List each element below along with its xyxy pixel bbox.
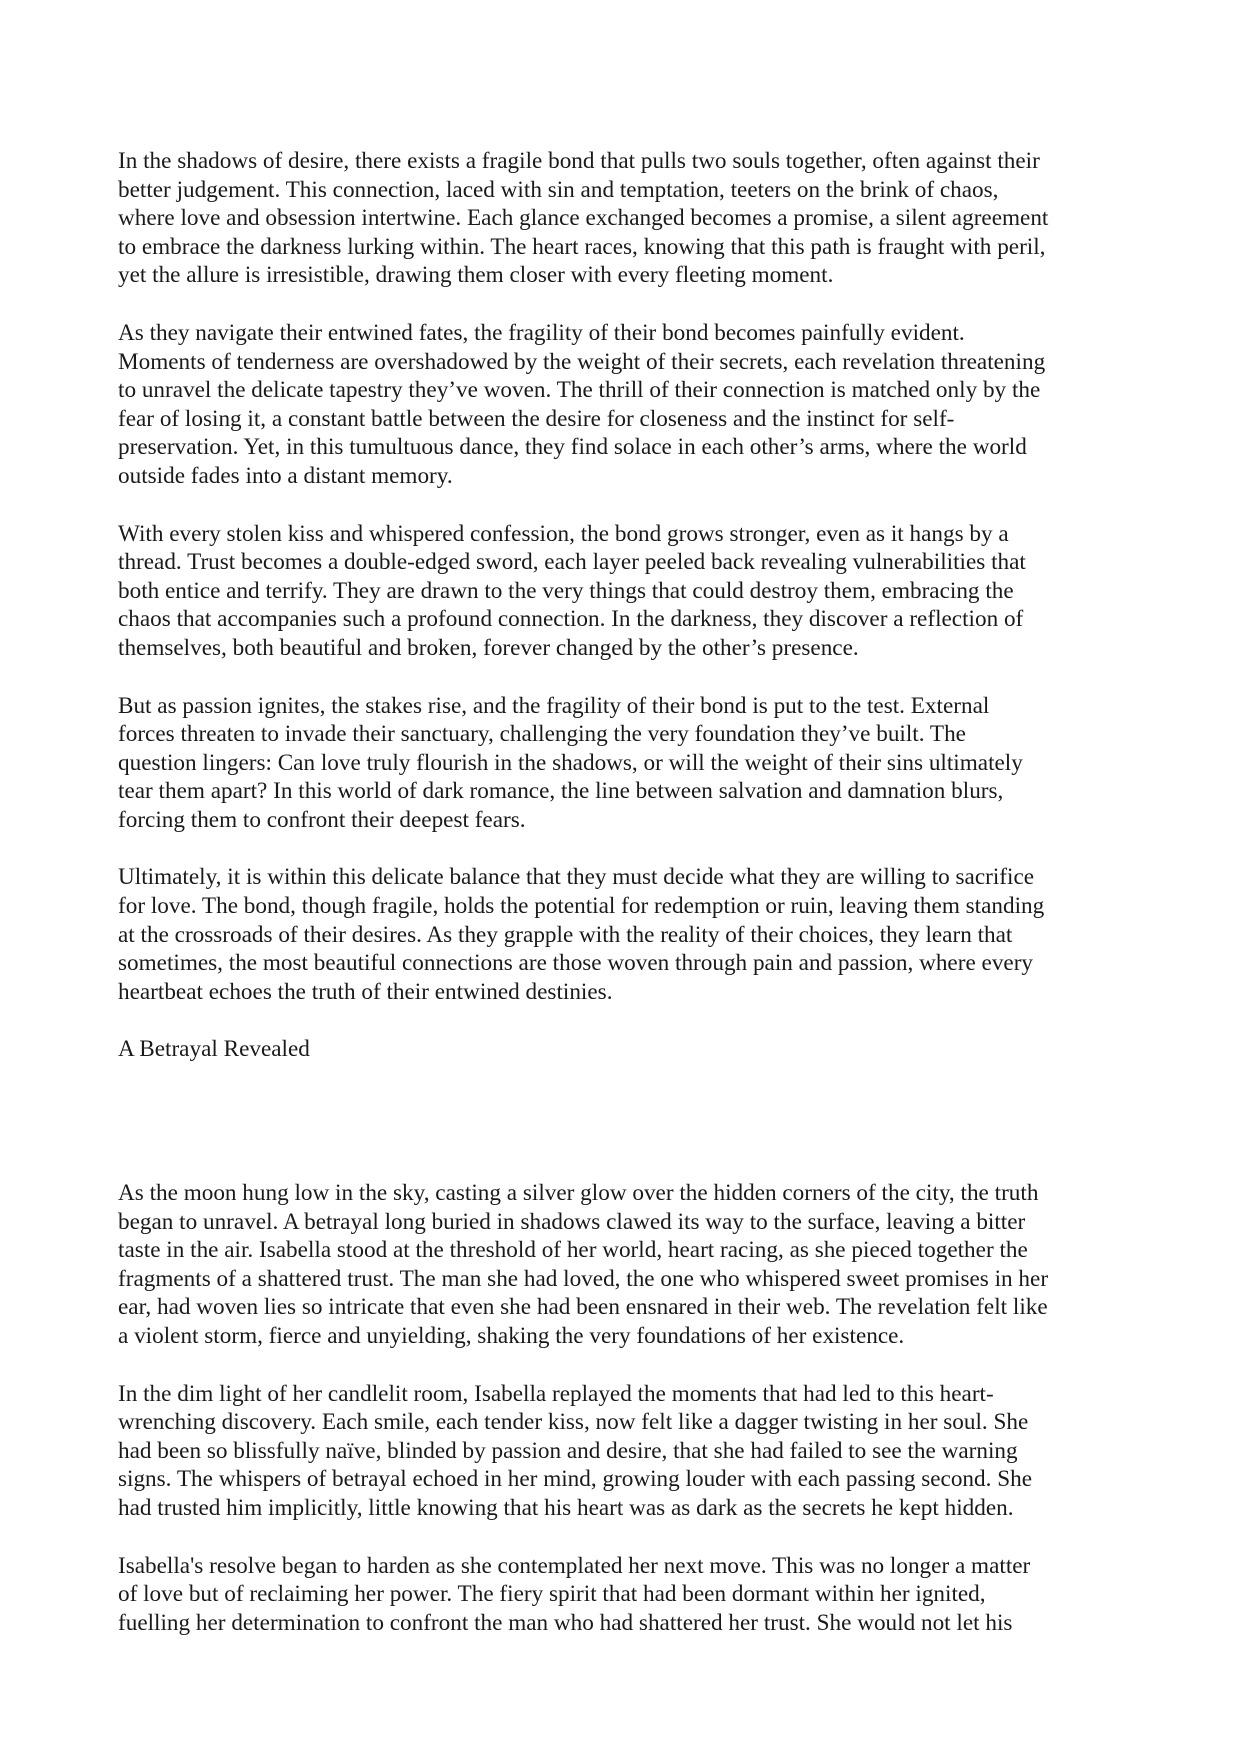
text-line: wrenching discovery. Each smile, each tender kiss, now felt like a dagger twisting in her soul. She <box>118 1409 1029 1436</box>
text-line: sometimes, the most beautiful connections are those woven through pain and passion, where every <box>118 950 1034 977</box>
paragraph <box>118 1380 1128 1523</box>
text-line: ear, had woven lies so intricate that even she had been ensnared in their web. The revelation felt like <box>118 1294 1048 1321</box>
text-line: In the dim light of her candlelit room, Isabella replayed the moments that had led to this heart- <box>118 1380 994 1407</box>
top-paragraphs <box>118 147 1128 1006</box>
text-line: thread. Trust becomes a double-edged sword, each layer peeled back revealing vulnerabilities that <box>118 549 1026 576</box>
text-line: where love and obsession intertwine. Each glance exchanged becomes a promise, a silent agreement <box>118 205 1049 232</box>
paragraph <box>118 319 1128 491</box>
text-line: fragments of a shattered trust. The man she had loved, the one who whispered sweet promises in her <box>118 1265 1049 1292</box>
text-line: themselves, both beautiful and broken, forever changed by the other’s presence. <box>118 634 859 661</box>
text-line: chaos that accompanies such a profound connection. In the darkness, they discover a reflection of <box>118 606 1024 633</box>
bottom-paragraphs <box>118 1179 1128 1637</box>
text-line: Moments of tenderness are overshadowed by the weight of their secrets, each revelation threatening <box>118 348 1046 375</box>
text-line: fear of losing it, a constant battle between the desire for closeness and the instinct for self- <box>118 405 955 432</box>
text-line: question lingers: Can love truly flourish in the shadows, or will the weight of their sins ultimately <box>118 749 1023 776</box>
paragraph <box>118 147 1128 290</box>
text-line: But as passion ignites, the stakes rise, and the fragility of their bond is put to the test. External <box>118 692 990 719</box>
text-line: better judgement. This connection, laced with sin and temptation, teeters on the brink of chaos, <box>118 176 999 203</box>
text-line: outside fades into a distant memory. <box>118 462 453 489</box>
text-line: preservation. Yet, in this tumultuous dance, they find solace in each other’s arms, where the world <box>118 434 1027 461</box>
text-line: Isabella's resolve began to harden as she contemplated her next move. This was no longer a matter <box>118 1552 1031 1579</box>
paragraph <box>118 692 1128 835</box>
text-line: both entice and terrify. They are drawn to the very things that could destroy them, embracing the <box>118 577 1014 604</box>
text-line: a violent storm, fierce and unyielding, shaking the very foundations of her existence. <box>118 1323 905 1349</box>
text-line: heartbeat echoes the truth of their entwined destinies. <box>118 978 613 1005</box>
paragraph <box>118 1179 1128 1351</box>
text-line: had been so blissfully naïve, blinded by passion and desire, that she had failed to see the warning <box>118 1437 1018 1464</box>
text-line: for love. The bond, though fragile, holds the potential for redemption or ruin, leaving them standing <box>118 893 1045 920</box>
paragraph <box>118 520 1128 663</box>
chapter-heading: A Betrayal Revealed <box>118 1036 310 1063</box>
text-line: of love but of reclaiming her power. The fiery spirit that had been dormant within her ignited, <box>118 1581 986 1608</box>
heading-spacer <box>118 1093 1128 1179</box>
text-line: forces threaten to invade their sanctuary, challenging the very foundation they’ve built. The <box>118 721 966 748</box>
text-line: to unravel the delicate tapestry they’ve woven. The thrill of their connection is matched only by the <box>118 377 1041 404</box>
document-body <box>118 147 1128 1666</box>
text-line: Ultimately, it is within this delicate balance that they must decide what they are willing to sacrifice <box>118 864 1035 891</box>
text-line: signs. The whispers of betrayal echoed in her mind, growing louder with each passing second. She <box>118 1466 1032 1493</box>
text-line: forcing them to confront their deepest fears. <box>118 806 526 833</box>
text-line: at the crossroads of their desires. As they grapple with the reality of their choices, they learn that <box>118 921 1013 948</box>
text-line: taste in the air. Isabella stood at the threshold of her world, heart racing, as she pieced together the <box>118 1237 1028 1264</box>
paragraph <box>118 863 1128 1006</box>
text-line: tear them apart? In this world of dark romance, the line between salvation and damnation blurs, <box>118 778 1004 805</box>
text-line: began to unravel. A betrayal long buried in shadows clawed its way to the surface, leaving a bitter <box>118 1208 1026 1235</box>
text-line: yet the allure is irresistible, drawing them closer with every fleeting moment. <box>118 262 834 289</box>
text-line: As they navigate their entwined fates, the fragility of their bond becomes painfully evident. <box>118 319 965 346</box>
text-line: fuelling her determination to confront the man who had shattered her trust. She would not let his <box>118 1609 1013 1636</box>
text-line: had trusted him implicitly, little knowing that his heart was as dark as the secrets he kept hidden. <box>118 1494 1014 1521</box>
text-line: In the shadows of desire, there exists a fragile bond that pulls two souls together, often against their <box>118 148 1040 174</box>
text-line: With every stolen kiss and whispered confession, the bond grows stronger, even as it hangs by a <box>118 520 1009 547</box>
paragraph <box>118 1552 1128 1638</box>
text-line: As the moon hung low in the sky, casting a silver glow over the hidden corners of the city, the truth <box>118 1180 1039 1207</box>
text-line: to embrace the darkness lurking within. The heart races, knowing that this path is fraught with peril, <box>118 233 1046 260</box>
